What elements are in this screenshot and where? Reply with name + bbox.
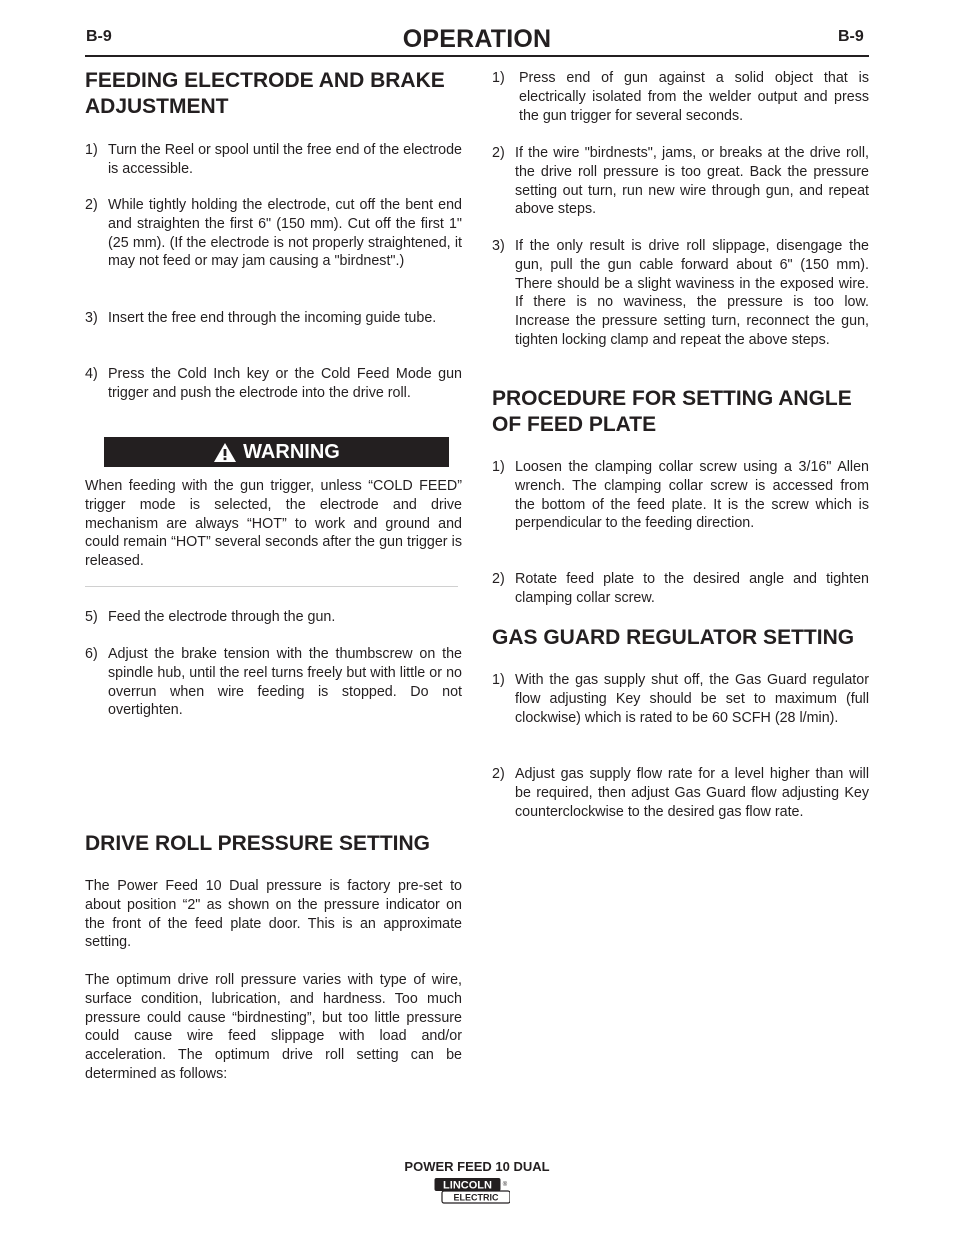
list-item bbox=[492, 69, 869, 125]
page-title: OPERATION bbox=[402, 25, 552, 53]
step-text: Turn the Reel or spool until the free end of the electrode is accessible. bbox=[108, 142, 462, 177]
step-number: 1) bbox=[492, 459, 505, 475]
step-text: Adjust gas supply flow rate for a level higher than will be required, then adjust Gas Guard flow adjusting Key counterclockwise to the desired gas flow rate. bbox=[515, 766, 869, 820]
warning-icon bbox=[213, 442, 237, 463]
divider bbox=[85, 586, 458, 587]
step-text: If the wire "birdnests", jams, or breaks at the drive roll, the drive roll pressure is too great. Back the pressure setting out turn, run new wire through gun, and repeat above steps. bbox=[515, 145, 869, 218]
drive-paragraph-1: The Power Feed 10 Dual pressure is factory pre-set to about position “2" as shown on the pressure indicator on the front of the feed plate door. This is an approximate setting. bbox=[85, 878, 462, 951]
step-text: While tightly holding the electrode, cut off the bent end and straighten the first 6" (150 mm). Cut off the first 1" (25 mm). (If the electrode is not properly straightened, it may not feed or may jam causing a "birdnest".) bbox=[108, 197, 462, 270]
warning-label: WARNING bbox=[243, 440, 340, 463]
logo-bottom-text: ELECTRIC bbox=[453, 1192, 499, 1203]
list-item bbox=[492, 671, 869, 727]
step-number: 2) bbox=[492, 766, 505, 782]
list-item bbox=[85, 645, 462, 720]
step-text: Press end of gun against a solid object that is electrically isolated from the welder output and press the gun trigger for several seconds. bbox=[519, 70, 869, 124]
step-number: 1) bbox=[85, 142, 98, 158]
list-item bbox=[492, 144, 869, 219]
lincoln-electric-logo bbox=[434, 1176, 510, 1205]
drive-paragraph-2: The optimum drive roll pressure varies with type of wire, surface condition, lubrication, and hardness. Too much pressure could cause “birdnesting”, but too little pressure could cause wire feed slippage with load and/or acceleration. The optimum drive roll setting can be determined as follows: bbox=[85, 972, 462, 1082]
step-text: Rotate feed plate to the desired angle and tighten clamping collar screw. bbox=[515, 571, 869, 606]
header-rule bbox=[85, 55, 869, 57]
step-number: 2) bbox=[85, 197, 98, 213]
step-text: Insert the free end through the incoming guide tube. bbox=[108, 310, 437, 326]
step-number: 5) bbox=[85, 609, 98, 625]
gas-heading: GAS GUARD REGULATOR SETTING bbox=[492, 626, 855, 649]
list-item bbox=[85, 365, 462, 403]
list-item bbox=[492, 458, 869, 533]
list-item bbox=[492, 237, 869, 350]
step-text: With the gas supply shut off, the Gas Guard regulator flow adjusting Key should be set to maximum (full clockwise) which is rated to be 60 SCFH (28 l/min). bbox=[515, 672, 869, 726]
step-number: 1) bbox=[492, 672, 505, 688]
step-number: 3) bbox=[492, 238, 505, 254]
list-item bbox=[85, 141, 462, 179]
step-text: If the only result is drive roll slippage, disengage the gun, pull the gun cable forward about 6" (150 mm). There should be a slight waviness in the exposed wire. If there is no waviness, the pressure is too low. Increase the pressure setting turn, reconnect the gun, tighten locking clamp and repeat the above steps. bbox=[515, 238, 869, 348]
logo-registered-mark: ® bbox=[502, 1182, 508, 1188]
step-number: 6) bbox=[85, 646, 98, 662]
step-number: 2) bbox=[492, 571, 505, 587]
step-number: 2) bbox=[492, 145, 505, 161]
logo-top-text: LINCOLN bbox=[443, 1179, 492, 1192]
list-item bbox=[85, 309, 462, 328]
step-text: Loosen the clamping collar screw using a 3/16" Allen wrench. The clamping collar screw is accessed from the bottom of the feed plate. It is the screw which is perpendicular to the feeding direction. bbox=[515, 459, 869, 532]
list-item bbox=[85, 608, 462, 627]
footer-model: POWER FEED 10 DUAL bbox=[404, 1159, 550, 1174]
list-item bbox=[492, 765, 869, 821]
list-item bbox=[85, 196, 462, 271]
step-number: 4) bbox=[85, 366, 98, 382]
step-text: Adjust the brake tension with the thumbscrew on the spindle hub, until the reel turns freely but with little or no overrun when wire feeding is stopped. Do not overtighten. bbox=[108, 646, 462, 719]
feeding-heading: FEEDING ELECTRODE AND BRAKE ADJUSTMENT bbox=[85, 69, 445, 118]
step-text: Press the Cold Inch key or the Cold Feed Mode gun trigger and push the electrode into the drive roll. bbox=[108, 366, 462, 401]
drive-heading: DRIVE ROLL PRESSURE SETTING bbox=[85, 832, 430, 855]
step-text: Feed the electrode through the gun. bbox=[108, 609, 336, 625]
angle-heading: PROCEDURE FOR SETTING ANGLE OF FEED PLATE bbox=[492, 387, 852, 436]
list-item bbox=[492, 570, 869, 608]
step-number: 1) bbox=[492, 70, 505, 86]
step-number: 3) bbox=[85, 310, 98, 326]
page-code-left: B-9 bbox=[86, 28, 112, 45]
page-code-right: B-9 bbox=[838, 28, 864, 45]
warning-text: When feeding with the gun trigger, unless “COLD FEED” trigger mode is selected, the electrode and drive mechanism are always “HOT” to work and ground and could remain “HOT” several seconds after the gun trigger is released. bbox=[85, 478, 462, 570]
warning-bar bbox=[104, 437, 449, 467]
